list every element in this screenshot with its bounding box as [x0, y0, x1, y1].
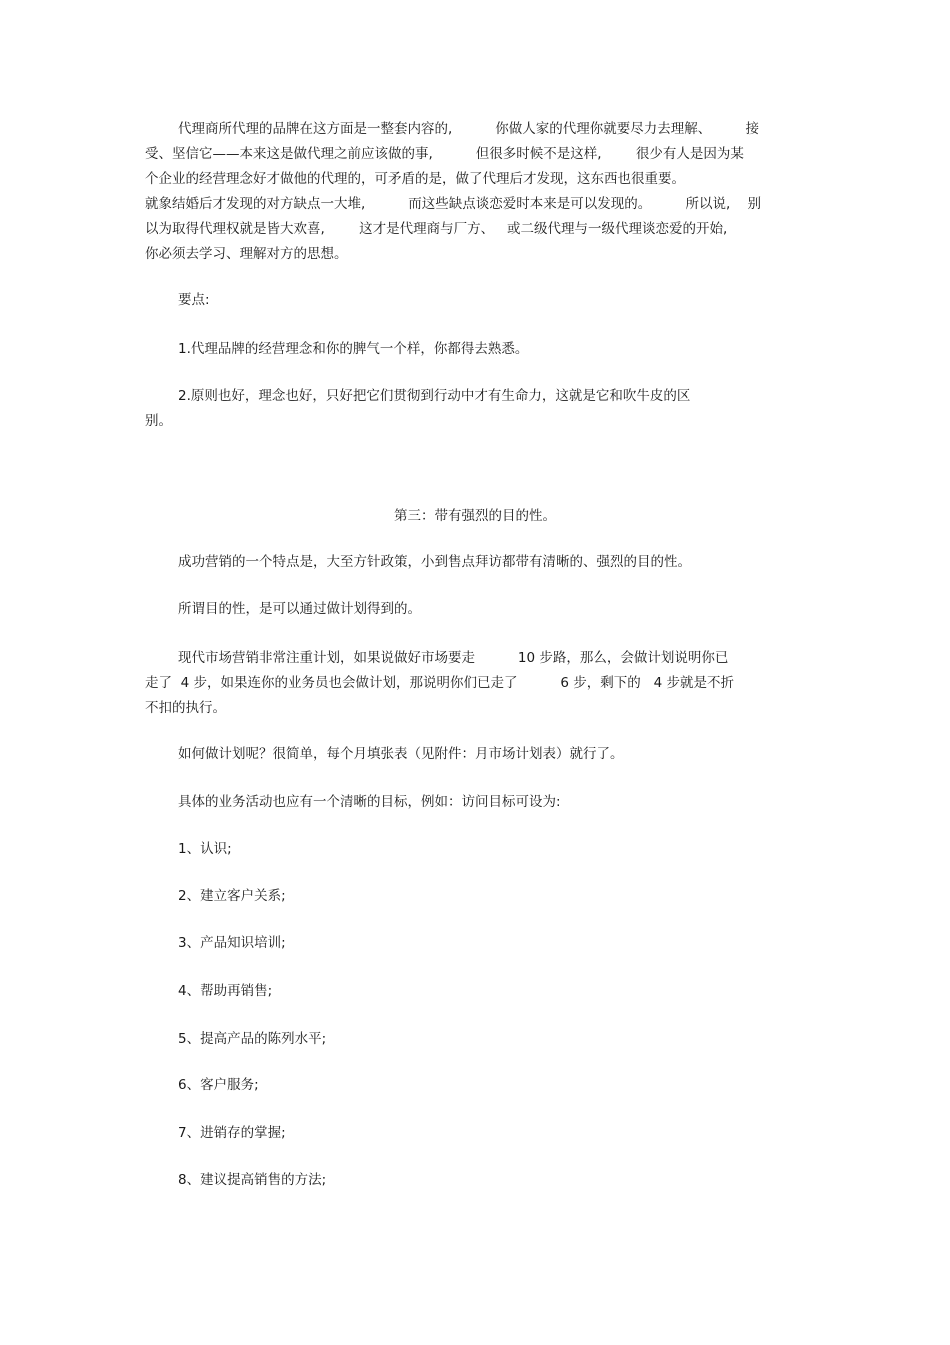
goal-item: 2、建立客户关系;: [178, 888, 286, 904]
paragraph-5: 具体的业务活动也应有一个清晰的目标，例如：访问目标可设为:: [178, 794, 561, 810]
goal-item: 3、产品知识培训;: [178, 935, 286, 951]
goal-item: 7、进销存的掌握;: [178, 1125, 286, 1141]
goal-item: 8、建议提高销售的方法;: [178, 1172, 327, 1188]
point-1: 1.代理品牌的经营理念和你的脾气一个样，你都得去熟悉。: [178, 341, 529, 357]
paragraph-1: 成功营销的一个特点是，大至方针政策，小到售点拜访都带有清晰的、强烈的目的性。: [178, 554, 691, 570]
key-points-label: 要点:: [178, 292, 210, 308]
point-2-line-1: 2.原则也好，理念也好，只好把它们贯彻到行动中才有生命力，这就是它和吹牛皮的区: [178, 388, 691, 404]
intro-line-1: 代理商所代理的品牌在这方面是一整套内容的, 你做人家的代理你就要尽力去理解、 接: [178, 121, 760, 137]
paragraph-3-line-1: 现代市场营销非常注重计划，如果说做好市场要走 10 步路，那么，会做计划说明你已: [178, 650, 729, 666]
paragraph-3-line-3: 不扣的执行。: [145, 700, 226, 716]
intro-line-4: 就象结婚后才发现的对方缺点一大堆, 而这些缺点谈恋爱时本来是可以发现的。 所以说, 别: [145, 196, 761, 212]
goal-item: 4、帮助再销售;: [178, 983, 273, 999]
section-title: 第三：带有强烈的目的性。: [394, 508, 556, 524]
intro-line-3: 个企业的经营理念好才做他的代理的，可矛盾的是，做了代理后才发现，这东西也很重要。: [145, 171, 685, 187]
intro-line-2: 受、坚信它——本来这是做代理之前应该做的事, 但很多时候不是这样, 很少有人是因为某: [145, 146, 744, 162]
paragraph-2: 所谓目的性，是可以通过做计划得到的。: [178, 601, 421, 617]
goal-item: 6、客户服务;: [178, 1077, 259, 1093]
goal-item: 5、提高产品的陈列水平;: [178, 1031, 327, 1047]
intro-line-5: 以为取得代理权就是皆大欢喜, 这才是代理商与厂方、 或二级代理与一级代理谈恋爱的开始,: [145, 221, 728, 237]
intro-line-6: 你必须去学习、理解对方的思想。: [145, 246, 348, 262]
point-2-line-2: 别。: [145, 413, 172, 429]
goal-item: 1、认识;: [178, 841, 232, 857]
paragraph-3-line-2: 走了 4 步，如果连你的业务员也会做计划，那说明你们已走了 6 步，剩下的 4 步就是不折: [145, 675, 735, 691]
paragraph-4: 如何做计划呢？很简单，每个月填张表（见附件：月市场计划表）就行了。: [178, 746, 624, 762]
